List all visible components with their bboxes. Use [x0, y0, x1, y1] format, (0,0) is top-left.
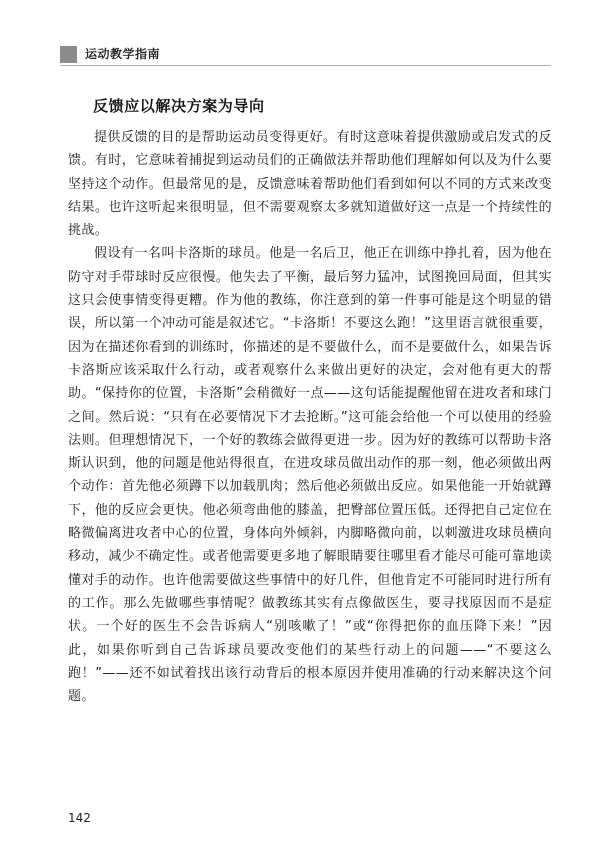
paragraph-2: 假设有一名叫卡洛斯的球员。他是一名后卫，他正在训练中挣扎着，因为他在防守对手带球时反应很慢。他失去了平衡，最后努力猛冲，试图挽回局面，但其实这只会使事情变得更糟。作为他的教练，你注意到的第一件事可能是这个明显的错误，所以第一个冲动可能是叙述它。“卡洛斯！不要这么跑！”这里语言就很重要，因为在描述你看到的训练时，你描述的是不要做什么，而不是要做什么，如果告诉卡洛斯应该采取什么行动，或者观察什么来做出更好的决定，会对他有更大的帮助。“保持你的位置，卡洛斯”会稍微好一点——这句话能提醒他留在进攻者和球门之间。然后说：“只有在必要情况下才去抢断。”这可能会给他一个可以使用的经验法则。但理想情况下，一个好的教练会做得更进一步。因为好的教练可以帮助卡洛斯认识到，他的问题是他站得很直，在进攻球员做出动作的那一刻，他必须做出两个动作：首先他必须蹲下以加载肌肉；然后他必须做出反应。如果他能一开始就蹲下，他的反应会更快。他必须弯曲他的膝盖，把臀部位置压低。还得把自己定位在略微偏离进攻者中心的位置，身体向外倾斜，内脚略微向前，以刺激进攻球员横向移动，减少不确定性。或者他需要更多地了解眼睛要往哪里看才能尽可能可靠地读懂对手的动作。也许他需要做这些事情中的好几件，但他肯定不可能同时进行所有的工作。那么先做哪些事情呢？做教练其实有点像做医生，要寻找原因而不是症状。一个好的医生不会告诉病人“别咳嗽了！”或“你得把你的血压降下来！”因此，如果你听到自己告诉球员要改变他们的某些行动上的问题——“不要这么跑！”——还不如试着找出该行动背后的根本原因并使用准确的行动来解决这个问题。	[68, 246, 552, 705]
body-text	[68, 126, 552, 708]
header-divider	[60, 65, 551, 66]
header-marker-block	[60, 46, 77, 63]
running-header	[60, 44, 551, 66]
page-number: 142	[68, 811, 91, 825]
section-heading: 反馈应以解决方案为导向	[93, 97, 265, 115]
paragraph-1: 提供反馈的目的是帮助运动员变得更好。有时这意味着提供激励或启发式的反馈。有时，它意味着捕捉到运动员们的正确做法并帮助他们理解如何以及为什么要坚持这个动作。但最常见的是，反馈意味着帮助他们看到如何以不同的方式来改变结果。也许这听起来很明显，但不需要观察太多就知道做好这一点是一个持续性的挑战。	[68, 130, 552, 239]
running-header-title: 运动教学指南	[85, 47, 161, 61]
